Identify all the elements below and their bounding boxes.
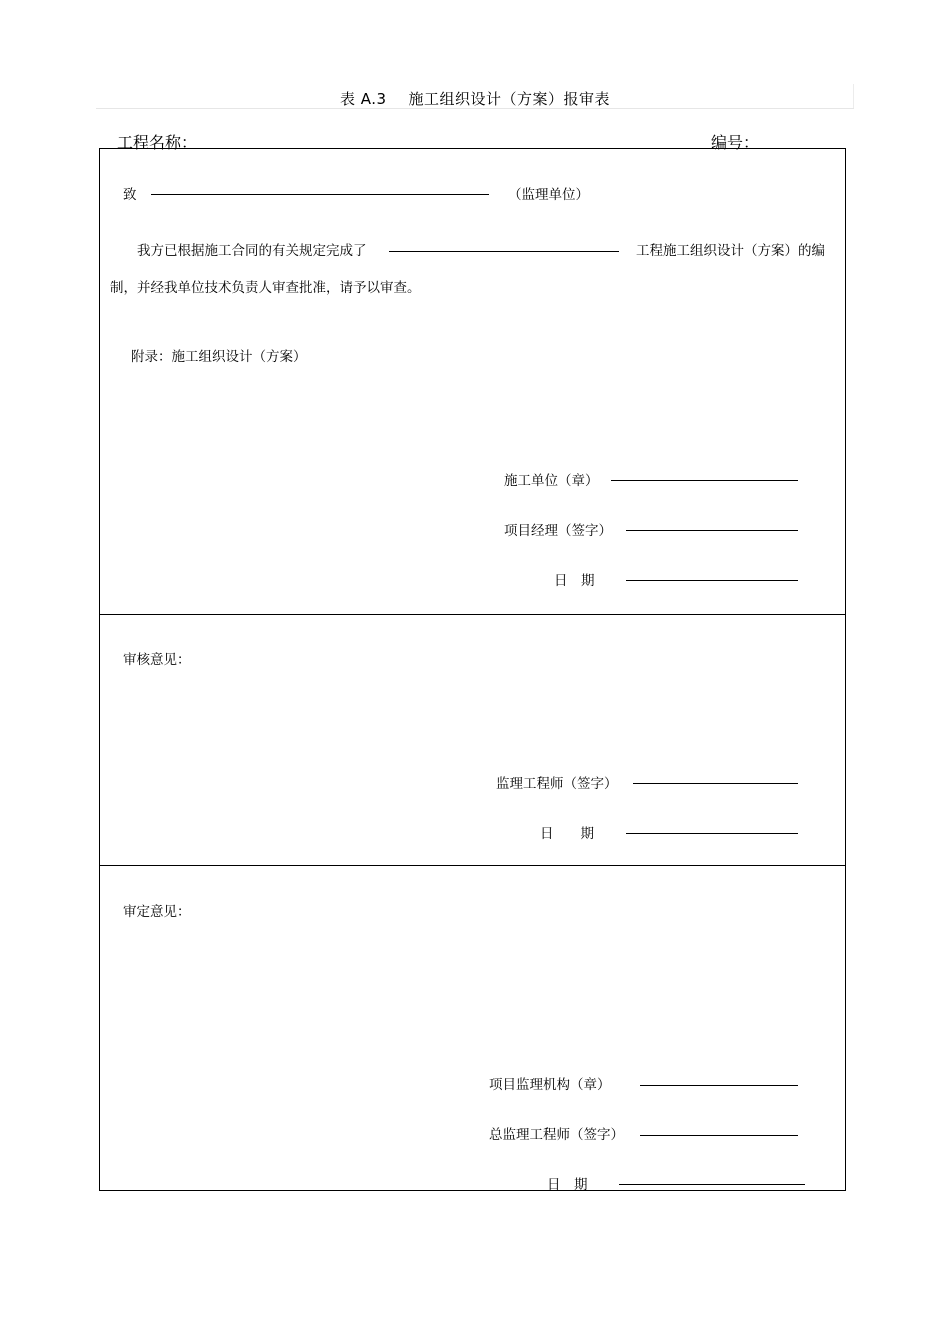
submission-section bbox=[99, 148, 846, 615]
form-name: 施工组织设计（方案）报审表 bbox=[408, 90, 611, 108]
approval-section bbox=[99, 865, 846, 1191]
approval-date-label: 日 期 bbox=[547, 1177, 588, 1193]
approval-date-field[interactable] bbox=[619, 1184, 805, 1185]
to-label: 致 bbox=[123, 187, 137, 203]
project-manager-label: 项目经理（签字） bbox=[504, 523, 612, 539]
engineer-label: 监理工程师（签字） bbox=[496, 776, 618, 792]
body-text-line2: 制，并经我单位技术负责人审查批准，请予以审查。 bbox=[110, 280, 421, 296]
project-field[interactable] bbox=[389, 251, 619, 252]
supervision-unit-label: （监理单位） bbox=[508, 187, 589, 203]
review-date-field[interactable] bbox=[626, 833, 798, 834]
project-manager-signature-field[interactable] bbox=[626, 530, 798, 531]
supervision-agency-label: 项目监理机构（章） bbox=[489, 1077, 611, 1093]
date-label: 日 期 bbox=[554, 573, 595, 589]
construction-unit-label: 施工单位（章） bbox=[504, 473, 599, 489]
chief-engineer-label: 总监理工程师（签字） bbox=[489, 1127, 624, 1143]
body-text-part1: 我方已根据施工合同的有关规定完成了 bbox=[137, 243, 367, 259]
date-field[interactable] bbox=[626, 580, 798, 581]
supervision-agency-field[interactable] bbox=[640, 1085, 798, 1086]
supervision-unit-field[interactable] bbox=[151, 194, 489, 195]
review-date-label: 日 期 bbox=[540, 826, 594, 842]
chief-engineer-signature-field[interactable] bbox=[640, 1135, 798, 1136]
form-code: 表 A.3 bbox=[339, 90, 387, 108]
construction-unit-field[interactable] bbox=[611, 480, 798, 481]
engineer-signature-field[interactable] bbox=[633, 783, 798, 784]
title-divider bbox=[96, 108, 854, 109]
review-section bbox=[99, 613, 846, 866]
project-name-label: 工程名称： bbox=[117, 133, 198, 152]
title-divider-right bbox=[853, 84, 854, 108]
review-opinion-label: 审核意见： bbox=[123, 652, 191, 668]
number-label: 编号： bbox=[711, 133, 760, 152]
form-title bbox=[0, 88, 950, 109]
attachment-label: 附录：施工组织设计（方案） bbox=[131, 349, 307, 365]
body-text-part2: 工程施工组织设计（方案）的编 bbox=[636, 243, 825, 259]
approval-opinion-label: 审定意见： bbox=[123, 904, 191, 920]
